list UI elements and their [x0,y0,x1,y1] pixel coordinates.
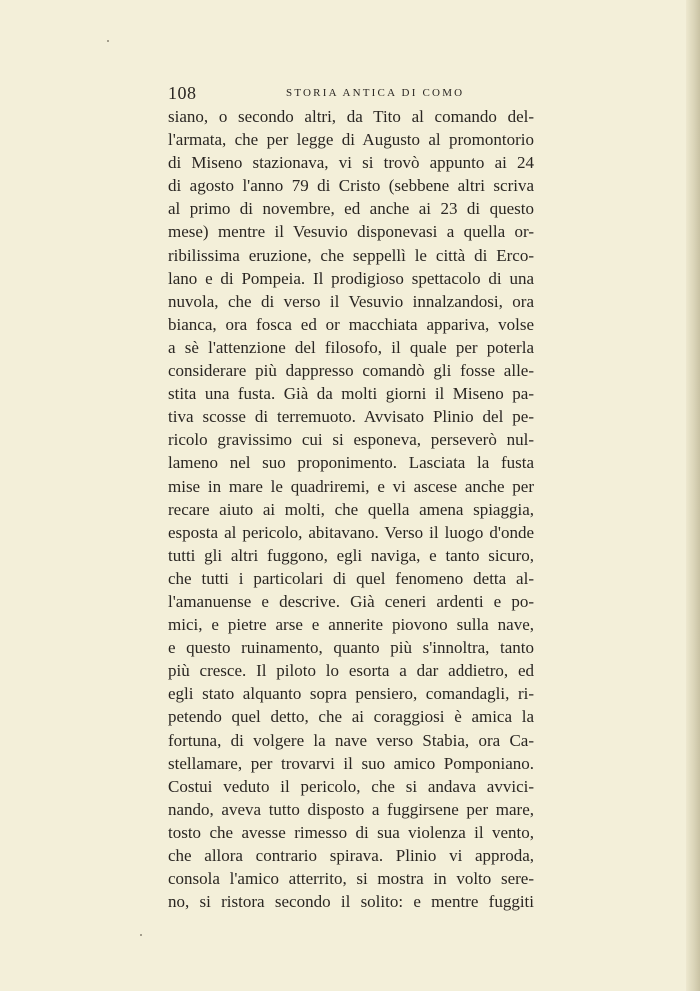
text-line: Costui veduto il pericolo, che si andava avvici- [168,776,534,796]
text-line: bianca, ora fosca ed or macchiata appariva, volse [168,314,534,334]
text-line: di Miseno stazionava, vi si trovò appunto ai 24 [168,153,534,173]
page-number: 108 [168,83,197,103]
text-line: tutti gli altri fuggono, egli naviga, e tanto sicuro, [168,545,534,565]
text-line: esposta al pericolo, abitavano. Verso il luogo d'onde [168,522,534,542]
text-line: stita una fusta. Già da molti giorni il Miseno pa- [168,384,534,404]
text-line: consola l'amico atterrito, si mostra in volto sere- [168,869,534,889]
text-line: al primo di novembre, ed anche ai 23 di questo [168,199,534,219]
text-line: che tutti i particolari di quel fenomeno detta al- [168,568,534,588]
text-line: tosto che avesse rimesso di sua violenza il vento, [168,822,534,842]
text-line: considerare più dappresso comandò gli fosse alle- [168,361,534,381]
running-head: STORIA ANTICA DI COMO [286,87,465,99]
text-line: mise in mare le quadriremi, e vi ascese anche per [168,476,534,496]
text-line: ribilissima eruzione, che seppellì le città di Erco- [168,245,534,265]
text-line: ricolo gravissimo cui si esponeva, perseverò nul- [168,430,534,450]
text-line: mese) mentre il Vesuvio disponevasi a quella or- [168,222,534,242]
page-edge-shadow [686,0,700,991]
text-line: mici, e pietre arse e annerite piovono sulla nave, [168,615,534,635]
text-line: recare aiuto ai molti, che quella amena spiaggia, [168,499,534,519]
text-line: più cresce. Il piloto lo esorta a dar addietro, ed [168,661,534,681]
text-line: petendo quel detto, che ai coraggiosi è amica la [168,707,534,727]
text-line: fortuna, di volgere la nave verso Stabia, ora Ca- [168,730,534,750]
text-line: di agosto l'anno 79 di Cristo (sebbene altri scriva [168,176,534,196]
page-header [168,83,533,105]
text-line: nando, aveva tutto disposto a fuggirsene per mare, [168,799,534,819]
text-line: no, si ristora secondo il solito: e mentre fuggiti [168,892,534,912]
text-line: l'armata, che per legge di Augusto al promontorio [168,130,534,150]
text-line: che allora contrario spirava. Plinio vi approda, [168,846,534,865]
paper-speck [140,934,142,936]
text-line: lameno nel suo proponimento. Lasciata la fusta [168,453,534,473]
text-line: nuvola, che di verso il Vesuvio innalzandosi, ora [168,291,534,311]
text-line: egli stato alquanto sopra pensiero, comandagli, ri- [168,684,534,704]
paper-speck [107,40,109,42]
text-line: siano, o secondo altri, da Tito al comando del- [168,107,534,126]
text-line: tiva scosse di terremuoto. Avvisato Plinio del pe- [168,407,534,427]
body-text [168,105,534,913]
text-line: lano e di Pompeia. Il prodigioso spettacolo di una [168,268,534,288]
text-line: l'amanuense e descrive. Già ceneri ardenti e po- [168,591,534,611]
text-line: e questo ruinamento, quanto più s'innoltra, tanto [168,638,534,658]
text-line: stellamare, per trovarvi il suo amico Pomponiano. [168,753,534,773]
text-line: a sè l'attenzione del filosofo, il quale per poterla [168,337,534,357]
